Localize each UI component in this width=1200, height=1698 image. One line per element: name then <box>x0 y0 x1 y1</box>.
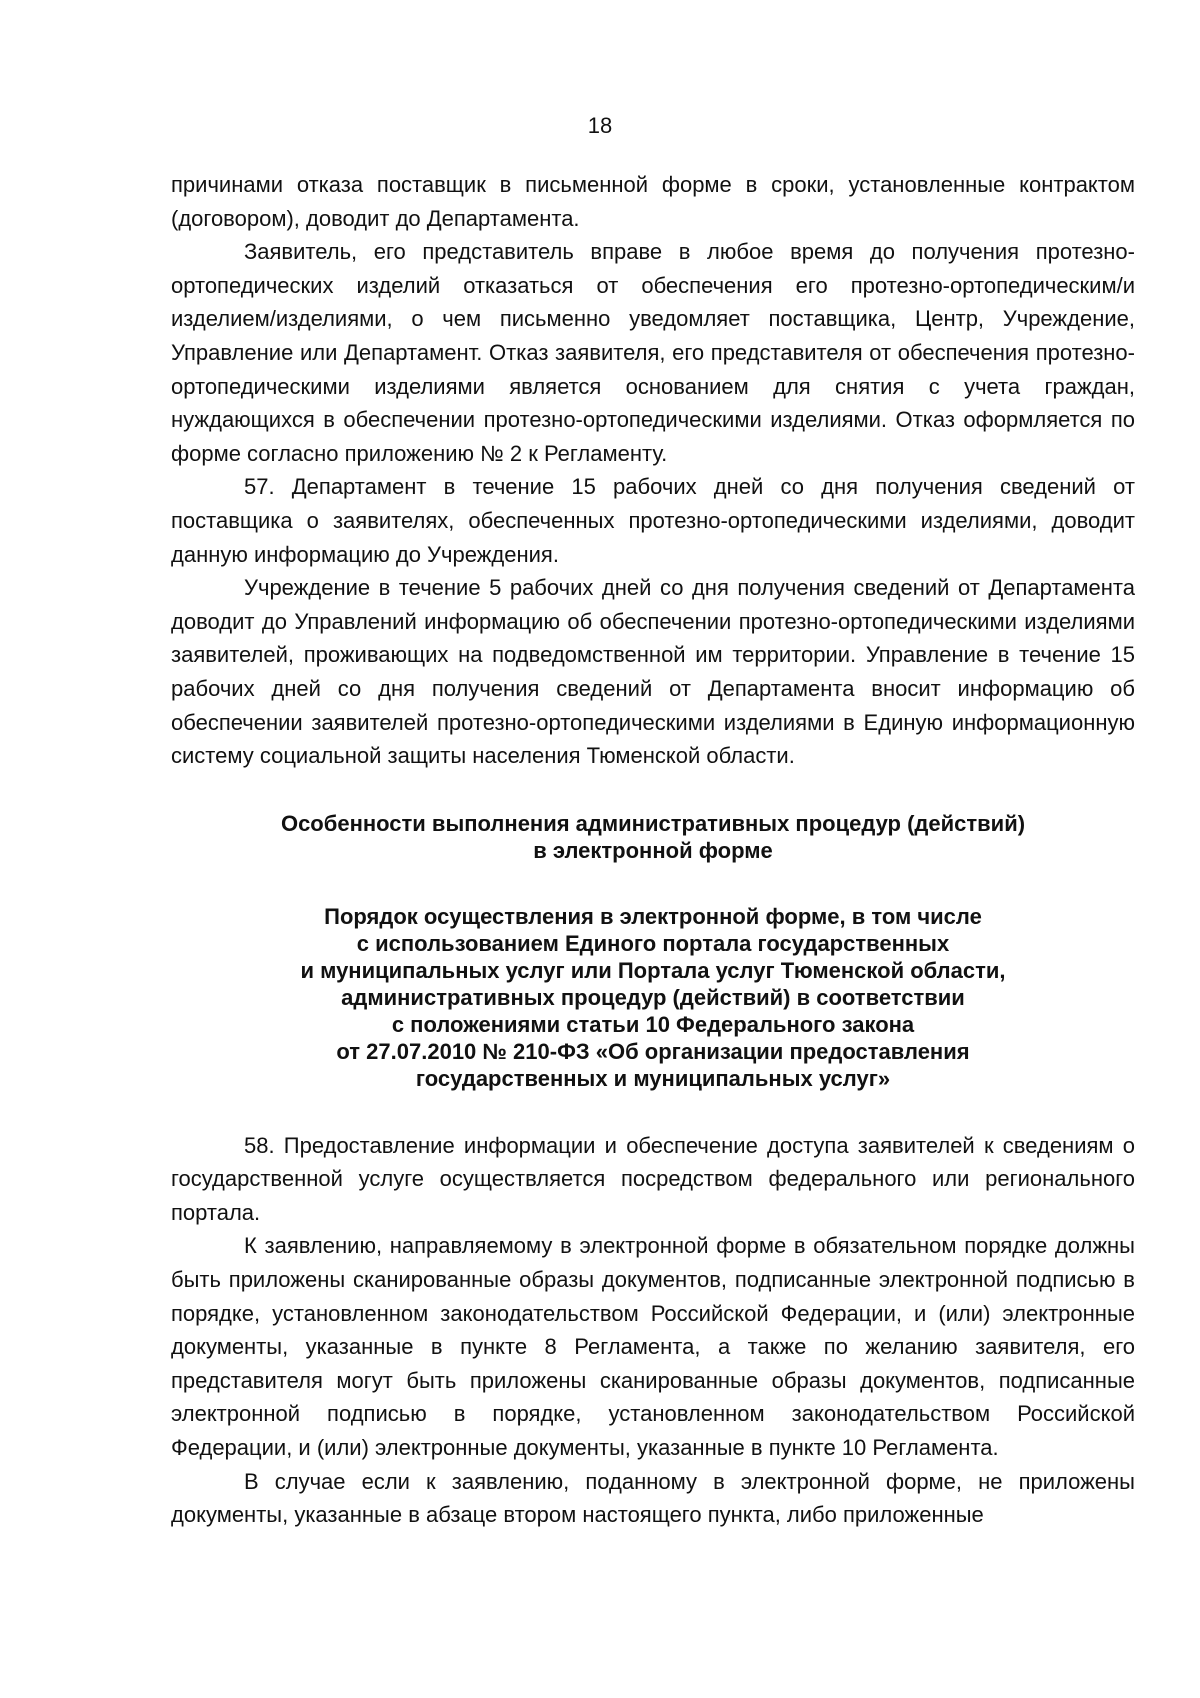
heading-line: и муниципальных услуг или Портала услуг Тюменской области, <box>300 957 1006 983</box>
paragraph: Учреждение в течение 5 рабочих дней со дня получения сведений от Департамента доводит до Управлений информацию об обеспечении протезно-ортопедическими изделиями заявителей, проживающих на подведомственной им территории. Управление в течение 15 рабочих дней со дня получения сведений от Департамента вносит информацию об обеспечении заявителей протезно-ортопедическими изделиями в Единую информационную систему социальной защиты населения Тюменской области. <box>171 575 1135 769</box>
document-body <box>171 168 1135 1532</box>
page-number: 18 <box>587 113 613 138</box>
heading-line: с использованием Единого портала государственных <box>356 930 950 956</box>
heading-line: государственных и муниципальных услуг» <box>415 1065 891 1091</box>
heading-line: в электронной форме <box>533 837 773 863</box>
paragraph: 58. Предоставление информации и обеспечение доступа заявителей к сведениям о государственной услуге осуществляется посредством федерального или регионального портала. <box>171 1132 1135 1225</box>
heading-line: от 27.07.2010 № 210-ФЗ «Об организации предоставления <box>336 1038 970 1064</box>
heading-line: административных процедур (действий) в соответствии <box>341 984 965 1010</box>
paragraph: причинами отказа поставщик в письменной форме в сроки, установленные контрактом (договором), доводит до Департамента. <box>171 172 1135 231</box>
heading-line: Особенности выполнения административных процедур (действий) <box>280 810 1026 836</box>
paragraph: В случае если к заявлению, поданному в электронной форме, не приложены документы, указанные в абзаце втором настоящего пункта, либо приложенные <box>171 1468 1135 1528</box>
subsection-heading <box>171 903 1135 1092</box>
paragraph: К заявлению, направляемому в электронной форме в обязательном порядке должны быть приложены сканированные образы документов, подписанные электронной подписью в порядке, установленном законодательством Российской Федерации, и (или) электронные документы, указанные в пункте 8 Регламента, а также по желанию заявителя, его представителя могут быть приложены сканированные образы документов, подписанные электронной подписью в порядке, установленном законодательством Российской Федерации, и (или) электронные документы, указанные в пункте 10 Регламента. <box>171 1233 1135 1461</box>
heading-line: Порядок осуществления в электронной форме, в том числе <box>324 903 982 929</box>
heading-line: с положениями статьи 10 Федерального закона <box>391 1011 915 1037</box>
paragraph: Заявитель, его представитель вправе в любое время до получения протезно-ортопедических изделий отказаться от обеспечения его протезно-ортопедическим/и изделием/изделиями, о чем письменно уведомляет поставщика, Центр, Учреждение, Управление или Департамент. Отказ заявителя, его представителя от обеспечения протезно-ортопедическими изделиями является основанием для снятия с учета граждан, нуждающихся в обеспечении протезно-ортопедическими изделиями. Отказ оформляется по форме согласно приложению № 2 к Регламенту. <box>171 239 1135 466</box>
section-heading <box>171 810 1135 864</box>
paragraph: 57. Департамент в течение 15 рабочих дней со дня получения сведений от поставщика о заявителях, обеспеченных протезно-ортопедическими изделиями, доводит данную информацию до Учреждения. <box>171 474 1135 567</box>
